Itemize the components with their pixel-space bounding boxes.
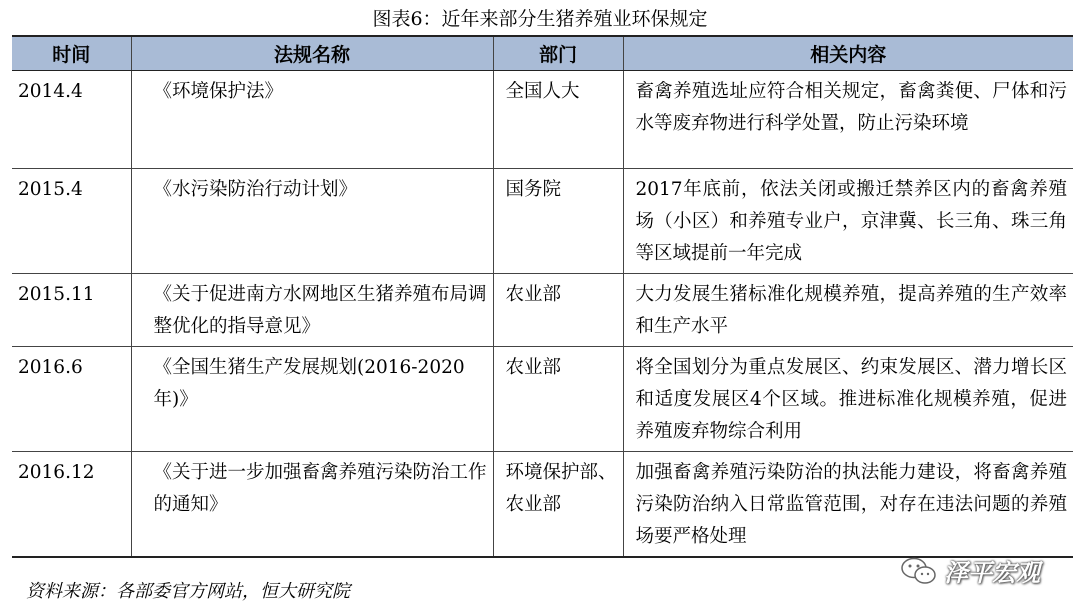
table-row bbox=[12, 274, 1073, 347]
cell-department: 国务院 bbox=[493, 169, 623, 274]
cell-content: 将全国划分为重点发展区、约束发展区、潜力增长区和适度发展区4个区域。推进标准化规模养殖，促进养殖废弃物综合利用 bbox=[623, 347, 1073, 452]
cell-department: 环境保护部、农业部 bbox=[493, 452, 623, 558]
cell-time: 2016.12 bbox=[12, 452, 131, 558]
cell-time: 2015.4 bbox=[12, 169, 131, 274]
cell-time: 2016.6 bbox=[12, 347, 131, 452]
header-department: 部门 bbox=[493, 36, 623, 71]
regulations-table bbox=[12, 35, 1073, 558]
cell-law-name: 《水污染防治行动计划》 bbox=[131, 169, 493, 274]
cell-law-name: 《全国生猪生产发展规划(2016-2020年)》 bbox=[131, 347, 493, 452]
cell-department: 农业部 bbox=[493, 274, 623, 347]
table-row bbox=[12, 347, 1073, 452]
cell-time: 2014.4 bbox=[12, 71, 131, 169]
cell-law-name: 《环境保护法》 bbox=[131, 71, 493, 169]
cell-content: 大力发展生猪标准化规模养殖，提高养殖的生产效率和生产水平 bbox=[623, 274, 1073, 347]
cell-content: 加强畜禽养殖污染防治的执法能力建设，将畜禽养殖污染防治纳入日常监管范围，对存在违法问题的养殖场要严格处理 bbox=[623, 452, 1073, 558]
header-law-name: 法规名称 bbox=[131, 36, 493, 71]
table-row bbox=[12, 452, 1073, 558]
figure-title: 图表6：近年来部分生猪养殖业环保规定 bbox=[372, 8, 708, 30]
watermark-text: 泽平宏观 bbox=[944, 559, 1040, 587]
table-row bbox=[12, 71, 1073, 169]
header-content: 相关内容 bbox=[623, 36, 1073, 71]
wechat-icon bbox=[900, 556, 938, 586]
cell-content: 2017年底前，依法关闭或搬迁禁养区内的畜禽养殖场（小区）和养殖专业户，京津冀、长三角、珠三角等区域提前一年完成 bbox=[623, 169, 1073, 274]
cell-content: 畜禽养殖选址应符合相关规定，畜禽粪便、尸体和污水等废弃物进行科学处置，防止污染环境 bbox=[623, 71, 1073, 169]
header-time: 时间 bbox=[12, 36, 131, 71]
cell-law-name: 《关于促进南方水网地区生猪养殖布局调整优化的指导意见》 bbox=[131, 274, 493, 347]
watermark bbox=[900, 553, 1040, 588]
cell-time: 2015.11 bbox=[12, 274, 131, 347]
table-header-row bbox=[12, 36, 1073, 71]
cell-department: 农业部 bbox=[493, 347, 623, 452]
cell-law-name: 《关于进一步加强畜禽养殖污染防治工作的通知》 bbox=[131, 452, 493, 558]
table-row bbox=[12, 169, 1073, 274]
cell-department: 全国人大 bbox=[493, 71, 623, 169]
source-note: 资料来源：各部委官方网站，恒大研究院 bbox=[26, 581, 350, 602]
